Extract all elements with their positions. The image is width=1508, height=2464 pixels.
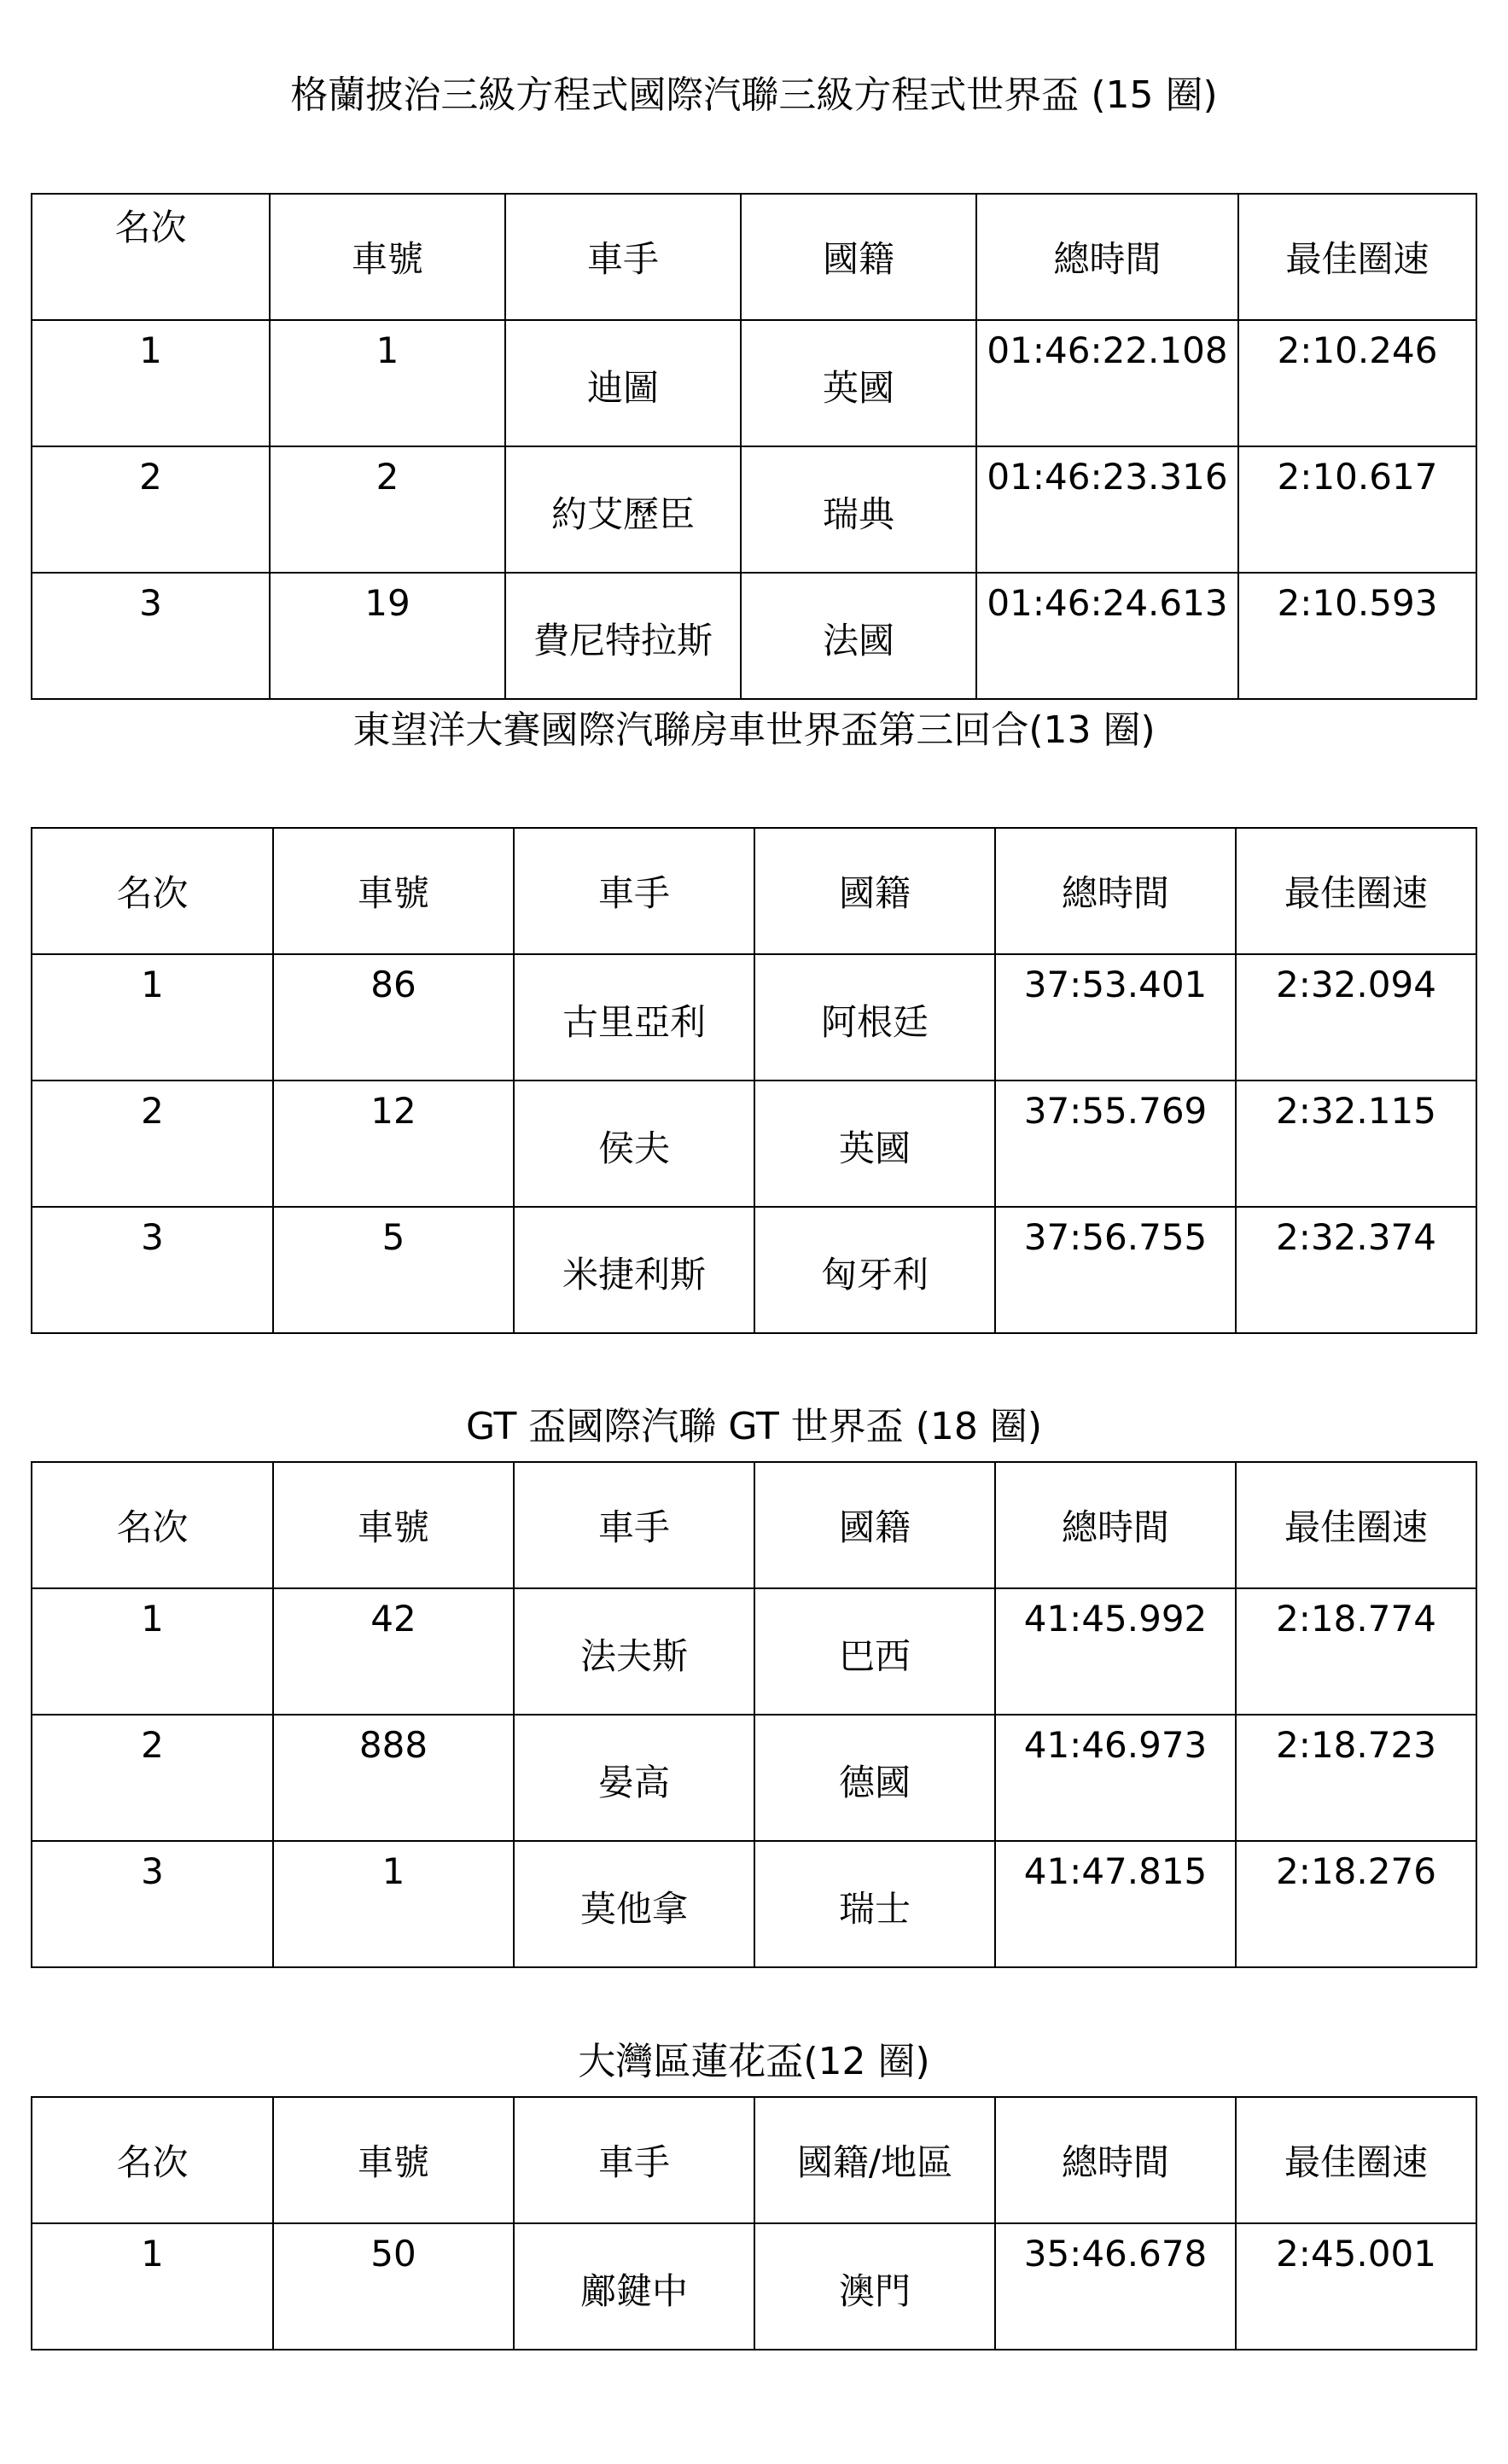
cell-nationality: 德國: [754, 1715, 995, 1841]
cell-rank: 1: [32, 1588, 273, 1715]
cell-nationality: 巴西: [754, 1588, 995, 1715]
cell-rank: 3: [32, 1841, 273, 1967]
table-row: [32, 1588, 1476, 1715]
cell-rank: 1: [32, 954, 273, 1081]
cell-best-lap: 2:18.723: [1236, 1715, 1476, 1841]
cell-car-no: 12: [273, 1081, 514, 1207]
results-table-lotus: [31, 2096, 1477, 2350]
cell-rank: 2: [32, 1715, 273, 1841]
cell-best-lap: 2:18.774: [1236, 1588, 1476, 1715]
cell-total-time: 37:56.755: [995, 1207, 1236, 1333]
section-title-formula3: 格蘭披治三級方程式國際汽聯三級方程式世界盃 (15 圈): [290, 73, 1218, 117]
cell-car-no: 19: [270, 573, 505, 699]
cell-total-time: 01:46:24.613: [976, 573, 1238, 699]
cell-nationality: 瑞典: [741, 446, 976, 573]
cell-rank: 3: [32, 1207, 273, 1333]
table-header-row: [32, 1462, 1476, 1588]
cell-nationality: 阿根廷: [754, 954, 995, 1081]
cell-total-time: 01:46:22.108: [976, 320, 1238, 446]
header-nationality: 國籍: [754, 1462, 995, 1588]
table-header-row: [32, 828, 1476, 954]
cell-best-lap: 2:10.246: [1238, 320, 1476, 446]
table-row: [32, 1715, 1476, 1841]
cell-nationality: 英國: [754, 1081, 995, 1207]
cell-nationality: 匈牙利: [754, 1207, 995, 1333]
cell-best-lap: 2:32.094: [1236, 954, 1476, 1081]
cell-rank: 1: [32, 320, 270, 446]
header-best-lap: 最佳圈速: [1236, 2097, 1476, 2223]
results-table-wtcr: [31, 827, 1477, 1334]
section-title-gt: GT 盃國際汽聯 GT 世界盃 (18 圈): [465, 1405, 1043, 1448]
header-nationality: 國籍: [741, 194, 976, 320]
table-row: [32, 1207, 1476, 1333]
header-rank: 名次: [32, 828, 273, 954]
cell-driver: 莫他拿: [514, 1841, 754, 1967]
table-row: [32, 954, 1476, 1081]
table-row: [32, 320, 1476, 446]
cell-driver: 晏高: [514, 1715, 754, 1841]
header-driver: 車手: [514, 828, 754, 954]
table-header-row: [32, 194, 1476, 320]
cell-car-no: 2: [270, 446, 505, 573]
section-title-wtcr: 東望洋大賽國際汽聯房車世界盃第三回合(13 圈): [352, 708, 1156, 752]
cell-nationality: 瑞士: [754, 1841, 995, 1967]
cell-total-time: 41:46.973: [995, 1715, 1236, 1841]
results-table-gt: [31, 1461, 1477, 1968]
cell-best-lap: 2:32.115: [1236, 1081, 1476, 1207]
cell-driver: 約艾歷臣: [505, 446, 741, 573]
header-driver: 車手: [514, 2097, 754, 2223]
cell-total-time: 37:55.769: [995, 1081, 1236, 1207]
cell-total-time: 35:46.678: [995, 2223, 1236, 2350]
cell-total-time: 01:46:23.316: [976, 446, 1238, 573]
cell-driver: 古里亞利: [514, 954, 754, 1081]
cell-best-lap: 2:10.593: [1238, 573, 1476, 699]
cell-total-time: 41:45.992: [995, 1588, 1236, 1715]
header-rank: 名次: [32, 1462, 273, 1588]
cell-best-lap: 2:18.276: [1236, 1841, 1476, 1967]
header-driver: 車手: [514, 1462, 754, 1588]
cell-best-lap: 2:10.617: [1238, 446, 1476, 573]
cell-car-no: 1: [273, 1841, 514, 1967]
header-rank: 名次: [32, 194, 270, 320]
header-best-lap: 最佳圈速: [1236, 828, 1476, 954]
cell-nationality: 英國: [741, 320, 976, 446]
header-rank: 名次: [32, 2097, 273, 2223]
cell-car-no: 86: [273, 954, 514, 1081]
cell-nationality: 法國: [741, 573, 976, 699]
cell-best-lap: 2:45.001: [1236, 2223, 1476, 2350]
table-row: [32, 2223, 1476, 2350]
table-row: [32, 573, 1476, 699]
header-car-no: 車號: [270, 194, 505, 320]
cell-car-no: 888: [273, 1715, 514, 1841]
cell-total-time: 37:53.401: [995, 954, 1236, 1081]
cell-driver: 侯夫: [514, 1081, 754, 1207]
header-car-no: 車號: [273, 828, 514, 954]
cell-driver: 米捷利斯: [514, 1207, 754, 1333]
header-total-time: 總時間: [976, 194, 1238, 320]
cell-car-no: 5: [273, 1207, 514, 1333]
cell-driver: 鄺鍵中: [514, 2223, 754, 2350]
header-car-no: 車號: [273, 1462, 514, 1588]
table-row: [32, 1081, 1476, 1207]
header-driver: 車手: [505, 194, 741, 320]
cell-rank: 1: [32, 2223, 273, 2350]
cell-driver: 法夫斯: [514, 1588, 754, 1715]
header-nationality: 國籍: [754, 828, 995, 954]
cell-car-no: 50: [273, 2223, 514, 2350]
cell-total-time: 41:47.815: [995, 1841, 1236, 1967]
header-best-lap: 最佳圈速: [1236, 1462, 1476, 1588]
table-row: [32, 1841, 1476, 1967]
cell-best-lap: 2:32.374: [1236, 1207, 1476, 1333]
header-best-lap: 最佳圈速: [1238, 194, 1476, 320]
cell-rank: 2: [32, 446, 270, 573]
header-nationality-region: 國籍/地區: [754, 2097, 995, 2223]
cell-car-no: 1: [270, 320, 505, 446]
header-total-time: 總時間: [995, 828, 1236, 954]
cell-rank: 2: [32, 1081, 273, 1207]
cell-driver: 費尼特拉斯: [505, 573, 741, 699]
table-row: [32, 446, 1476, 573]
cell-rank: 3: [32, 573, 270, 699]
cell-nationality: 澳門: [754, 2223, 995, 2350]
header-car-no: 車號: [273, 2097, 514, 2223]
results-table-formula3: [31, 193, 1477, 700]
cell-driver: 迪圖: [505, 320, 741, 446]
header-total-time: 總時間: [995, 2097, 1236, 2223]
header-total-time: 總時間: [995, 1462, 1236, 1588]
section-title-lotus: 大灣區蓮花盃(12 圈): [578, 2040, 930, 2083]
cell-car-no: 42: [273, 1588, 514, 1715]
table-header-row: [32, 2097, 1476, 2223]
